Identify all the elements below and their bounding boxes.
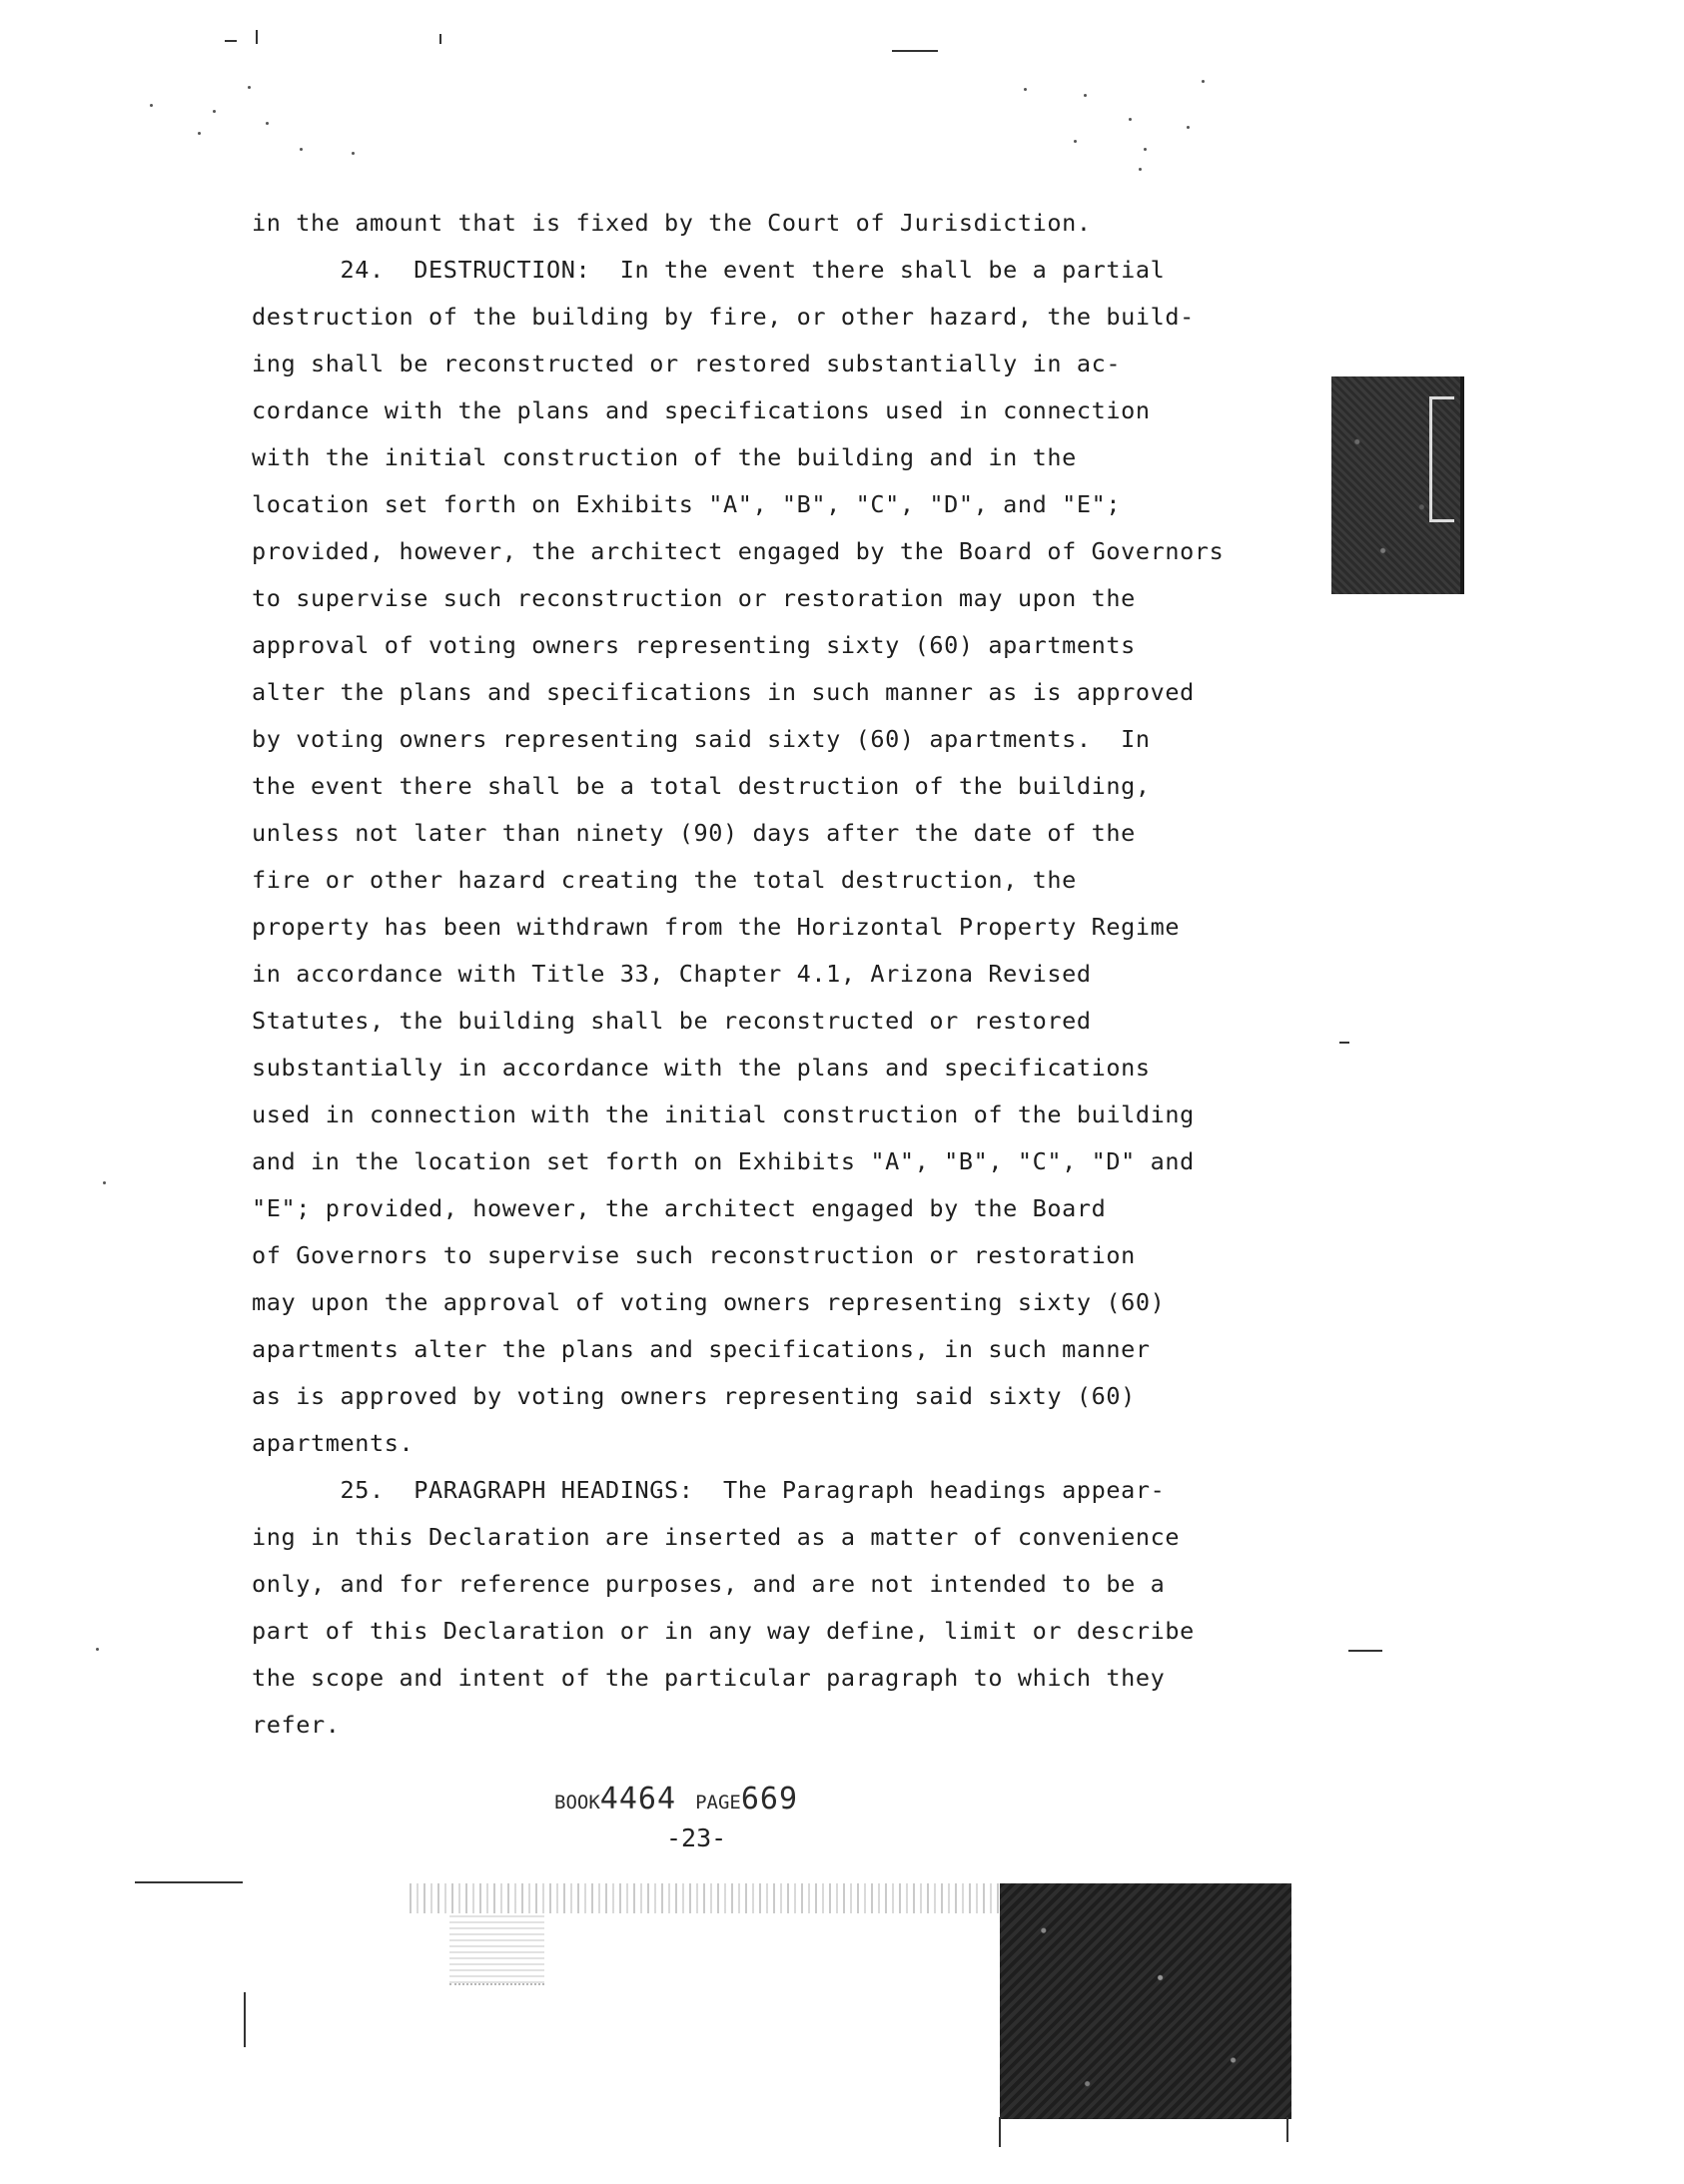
text-line: location set forth on Exhibits "A", "B", "C", "D", and "E"; [252,490,1122,518]
text-line: ing in this Declaration are inserted as a matter of convenience [252,1523,1181,1551]
speck [198,132,201,135]
stamp-book-number: 4464 [599,1782,677,1817]
speck [1144,148,1147,151]
speck [1024,88,1027,91]
scan-smudge-bottom-light [410,1883,999,1913]
text-line: the scope and intent of the particular paragraph to which they [252,1664,1166,1692]
text-line: fire or other hazard creating the total destruction, the [252,866,1077,894]
text-line: in the amount that is fixed by the Court of Jurisdiction. [252,209,1092,237]
speck [1139,168,1142,171]
text-line: approval of voting owners representing sixty (60) apartments [252,631,1136,659]
text-line: unless not later than ninety (90) days after the date of the [252,819,1136,847]
text-line: part of this Declaration or in any way define, limit or describe [252,1617,1195,1645]
text-line: and in the location set forth on Exhibits "A", "B", "C", "D" and [252,1147,1195,1175]
text-line: 24. DESTRUCTION: In the event there shall be a partial [252,256,1166,284]
text-line: destruction of the building by fire, or other hazard, the build- [252,303,1195,331]
scan-mark-right-1 [1339,1042,1349,1044]
text-line: used in connection with the initial construction of the building [252,1100,1195,1128]
page-number: -23- [666,1823,727,1852]
scan-smudge-bottom-dark [1000,1883,1291,2119]
scan-rule-bottom-left [135,1881,243,1883]
speck [1202,80,1205,83]
text-line: by voting owners representing said sixty (60) apartments. In [252,725,1151,753]
scan-tick-top-left [256,30,258,44]
text-line: refer. [252,1711,341,1739]
text-line: with the initial construction of the building and in the [252,443,1077,471]
scan-tick-bottom-mid [999,2117,1001,2147]
text-line: substantially in accordance with the plans and specifications [252,1054,1151,1082]
speck [266,122,269,125]
stamp-page-label: PAGE [695,1792,741,1814]
scan-tick-bottom-left [244,1992,246,2047]
scan-mark-right-2 [1348,1650,1382,1652]
text-line: only, and for reference purposes, and are not intended to be a [252,1570,1166,1598]
speck [1187,126,1190,129]
speck [103,1181,106,1184]
text-line: ing shall be reconstructed or restored substantially in ac- [252,350,1122,377]
recording-stamp [554,1782,798,1817]
scan-tick-bottom-right [1286,2117,1288,2142]
speck [96,1648,99,1651]
scan-rule-top-center [892,50,938,52]
text-line: "E"; provided, however, the architect engaged by the Board [252,1194,1107,1222]
text-line: of Governors to supervise such reconstruction or restoration [252,1241,1136,1269]
scan-smudge-bottom-light-2 [449,1913,544,1985]
text-line: to supervise such reconstruction or restoration may upon the [252,584,1136,612]
text-line: apartments. [252,1429,415,1457]
text-line: as is approved by voting owners representing said sixty (60) [252,1382,1136,1410]
scan-smudge-right [1331,376,1464,594]
speck [352,152,355,155]
text-line: in accordance with Title 33, Chapter 4.1, Arizona Revised [252,960,1092,988]
speck [1129,118,1132,121]
scan-tick-top-mid [439,34,441,44]
text-line: cordance with the plans and specifications used in connection [252,396,1151,424]
stamp-page-number: 669 [740,1782,799,1817]
speck [1074,140,1077,143]
text-line: provided, however, the architect engaged by the Board of Governors [252,537,1225,565]
text-line: Statutes, the building shall be reconstructed or restored [252,1007,1092,1035]
text-line: alter the plans and specifications in such manner as is approved [252,678,1195,706]
text-line: property has been withdrawn from the Horizontal Property Regime [252,913,1181,941]
speck [213,110,216,113]
text-line: 25. PARAGRAPH HEADINGS: The Paragraph headings appear- [252,1476,1166,1504]
scan-mark-top-left [225,40,237,42]
speck [150,104,153,107]
text-line: apartments alter the plans and specifications, in such manner [252,1335,1151,1363]
text-line: may upon the approval of voting owners representing sixty (60) [252,1288,1166,1316]
speck [1084,94,1087,97]
speck [300,148,303,151]
stamp-book-label: BOOK [554,1792,600,1814]
speck [248,86,251,89]
text-line: the event there shall be a total destruction of the building, [252,772,1151,800]
